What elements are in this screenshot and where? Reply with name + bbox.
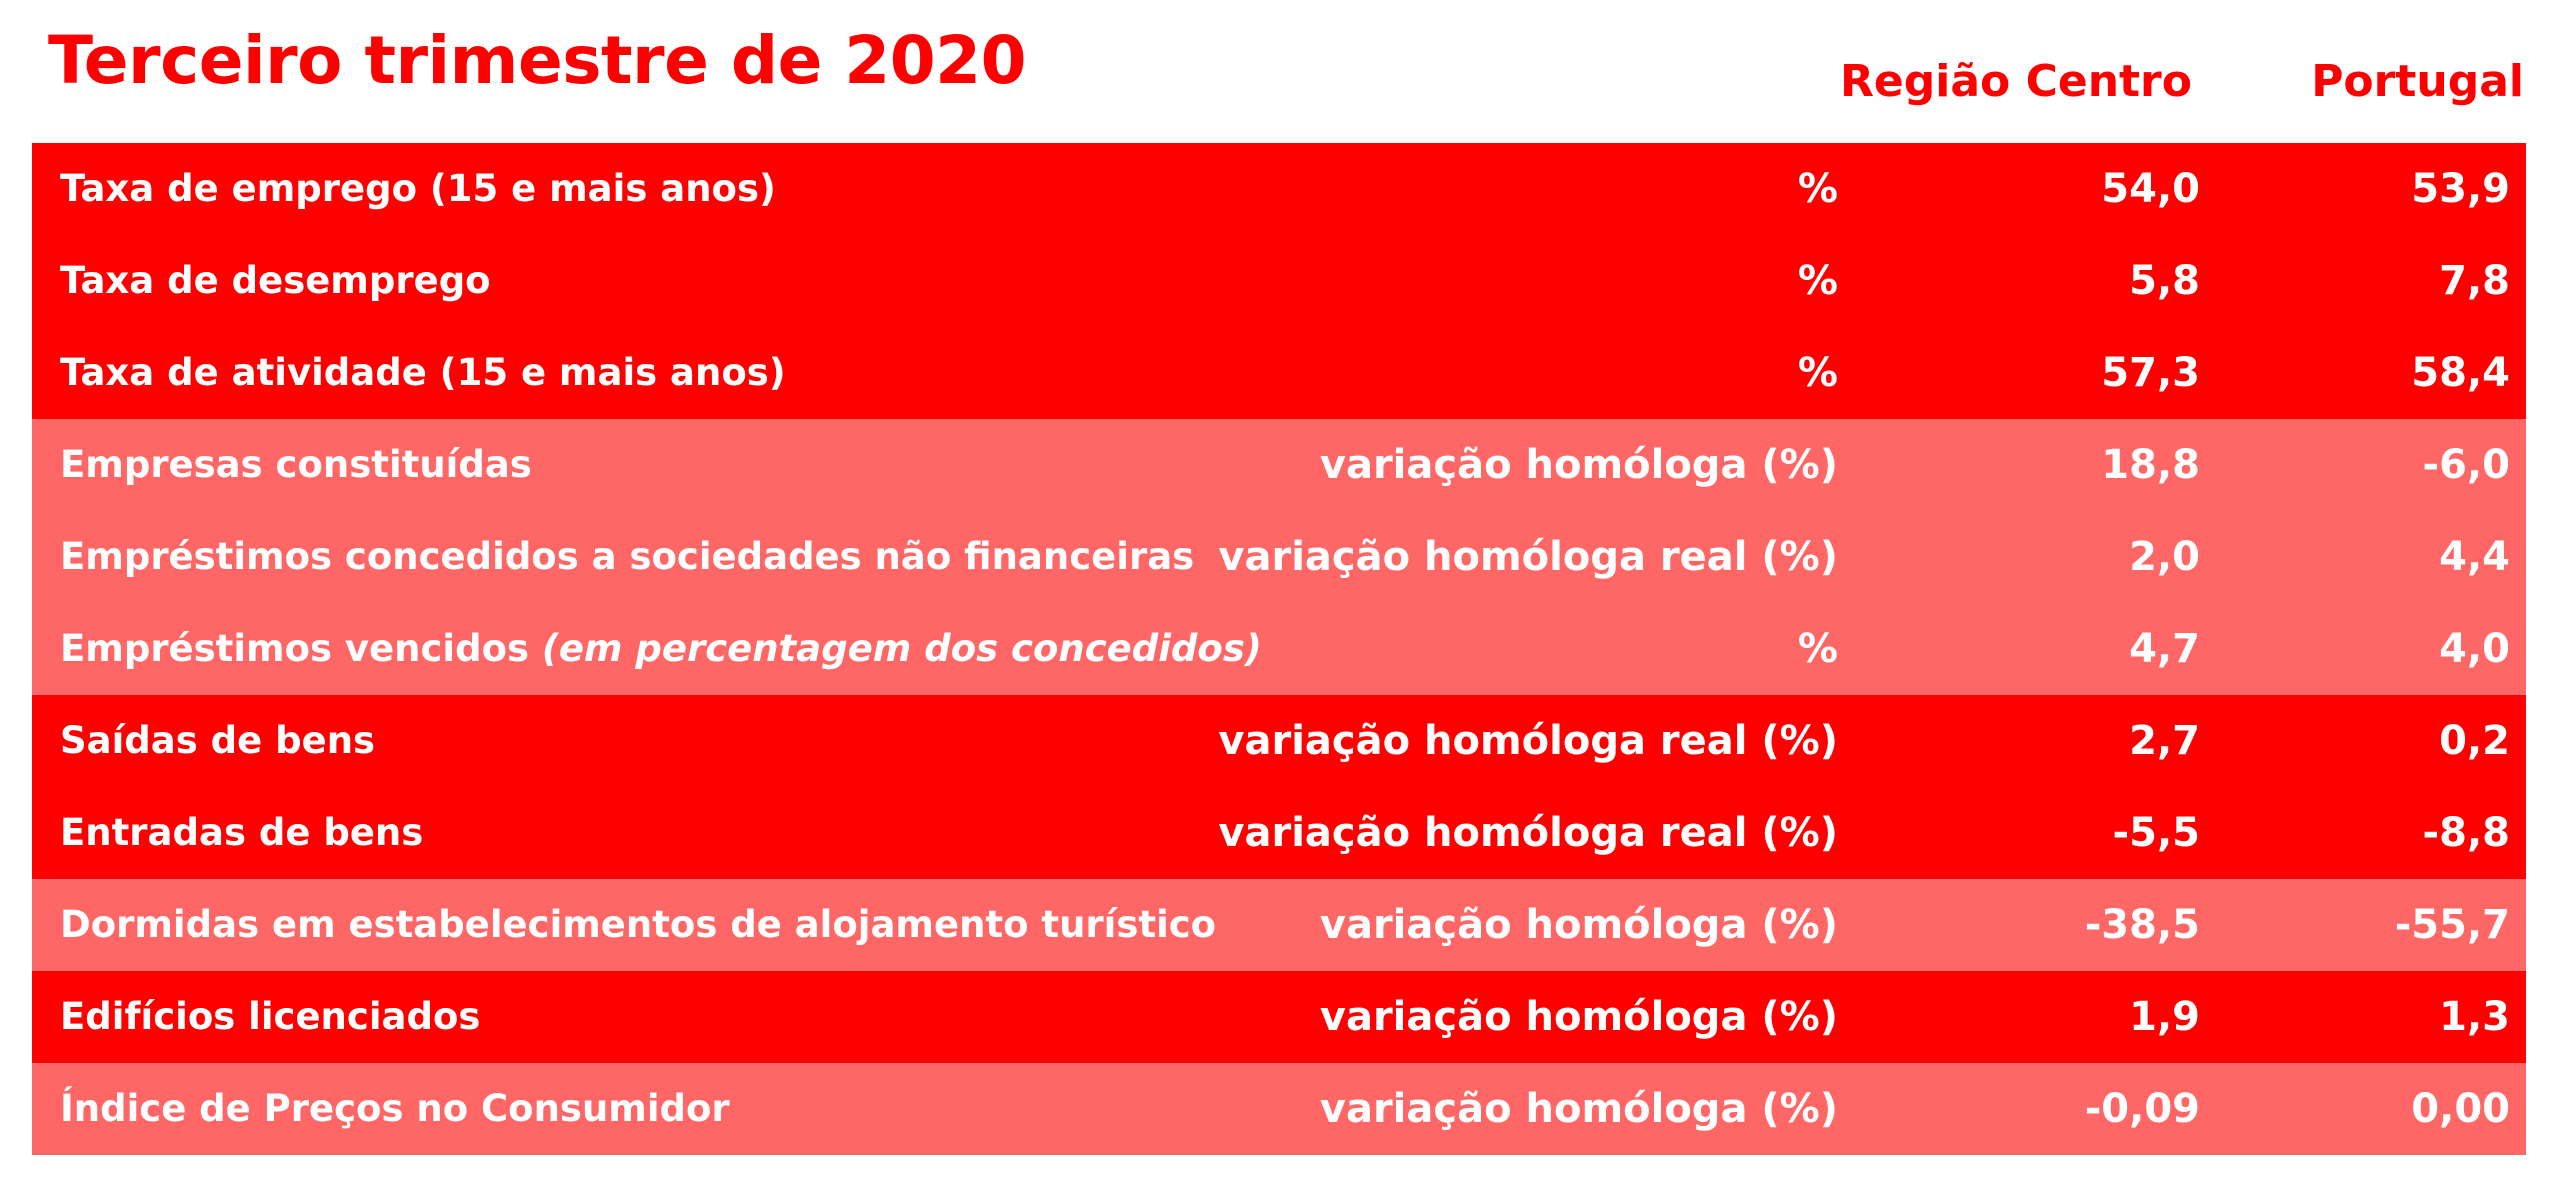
value-portugal: -55,7 — [2394, 902, 2510, 948]
indicator-label — [60, 695, 375, 787]
indicator-label — [60, 143, 776, 235]
value-regiao-centro: 2,0 — [2129, 534, 2200, 580]
table-row — [32, 971, 2526, 1063]
indicator-label — [60, 327, 786, 419]
value-regiao-centro: 2,7 — [2129, 718, 2200, 764]
unit-label: variação homóloga (%) — [1319, 902, 1838, 948]
table-row — [32, 235, 2526, 327]
unit-label: % — [1797, 258, 1838, 304]
indicator-name: Edifícios licenciados — [60, 995, 481, 1038]
indicator-label — [60, 971, 480, 1063]
table-row — [32, 327, 2526, 419]
table-row — [32, 603, 2526, 695]
value-portugal: 0,00 — [2411, 1086, 2510, 1132]
unit-label: % — [1797, 626, 1838, 672]
value-regiao-centro: 57,3 — [2101, 350, 2200, 396]
indicators-table — [32, 143, 2526, 1155]
table-row — [32, 511, 2526, 603]
value-portugal: 0,2 — [2439, 718, 2510, 764]
unit-label: variação homóloga real (%) — [1218, 534, 1838, 580]
table-row — [32, 695, 2526, 787]
value-portugal: 53,9 — [2411, 166, 2510, 212]
indicator-name: Empréstimos concedidos a sociedades não financeiras — [60, 535, 1195, 578]
column-header-portugal: Portugal — [2311, 56, 2524, 107]
unit-label: variação homóloga real (%) — [1218, 718, 1838, 764]
table-row — [32, 787, 2526, 879]
indicator-name: Índice de Preços no Consumidor — [60, 1087, 730, 1130]
indicator-label — [60, 419, 532, 511]
indicator-label — [60, 235, 491, 327]
value-portugal: 7,8 — [2439, 258, 2510, 304]
indicator-name: Empresas constituídas — [60, 443, 532, 486]
indicator-label — [60, 787, 423, 879]
value-portugal: -6,0 — [2422, 442, 2510, 488]
indicator-name: Taxa de atividade (15 e mais anos) — [60, 351, 786, 394]
column-header-regiao-centro: Região Centro — [1840, 56, 2192, 107]
table-row — [32, 143, 2526, 235]
indicator-label — [60, 603, 1262, 695]
indicator-name: Saídas de bens — [60, 719, 376, 762]
unit-label: variação homóloga (%) — [1319, 442, 1838, 488]
value-regiao-centro: 1,9 — [2129, 994, 2200, 1040]
value-portugal: 58,4 — [2411, 350, 2510, 396]
unit-label: variação homóloga (%) — [1319, 1086, 1838, 1132]
value-regiao-centro: -38,5 — [2084, 902, 2200, 948]
indicator-name: Taxa de emprego (15 e mais anos) — [60, 167, 776, 210]
unit-label: % — [1797, 166, 1838, 212]
value-portugal: 4,4 — [2439, 534, 2510, 580]
table-row — [32, 879, 2526, 971]
unit-label: variação homóloga (%) — [1319, 994, 1838, 1040]
indicator-label — [60, 1063, 730, 1155]
indicator-name: Entradas de bens — [60, 811, 424, 854]
indicator-label — [60, 511, 1194, 603]
value-regiao-centro: -5,5 — [2112, 810, 2200, 856]
indicator-note: (em percentagem dos concedidos) — [541, 627, 1262, 670]
unit-label: variação homóloga real (%) — [1218, 810, 1838, 856]
indicator-name: Dormidas em estabelecimentos de alojamento turístico — [60, 903, 1217, 946]
table-row — [32, 419, 2526, 511]
table-row — [32, 1063, 2526, 1155]
indicator-name: Taxa de desemprego — [60, 259, 491, 302]
value-regiao-centro: 54,0 — [2101, 166, 2200, 212]
value-regiao-centro: 5,8 — [2129, 258, 2200, 304]
value-regiao-centro: 4,7 — [2129, 626, 2200, 672]
value-portugal: 4,0 — [2439, 626, 2510, 672]
value-portugal: 1,3 — [2439, 994, 2510, 1040]
indicator-name: Empréstimos vencidos — [60, 627, 530, 670]
value-portugal: -8,8 — [2422, 810, 2510, 856]
page-title: Terceiro trimestre de 2020 — [48, 22, 1026, 99]
indicator-label — [60, 879, 1216, 971]
unit-label: % — [1797, 350, 1838, 396]
value-regiao-centro: -0,09 — [2084, 1086, 2200, 1132]
value-regiao-centro: 18,8 — [2101, 442, 2200, 488]
